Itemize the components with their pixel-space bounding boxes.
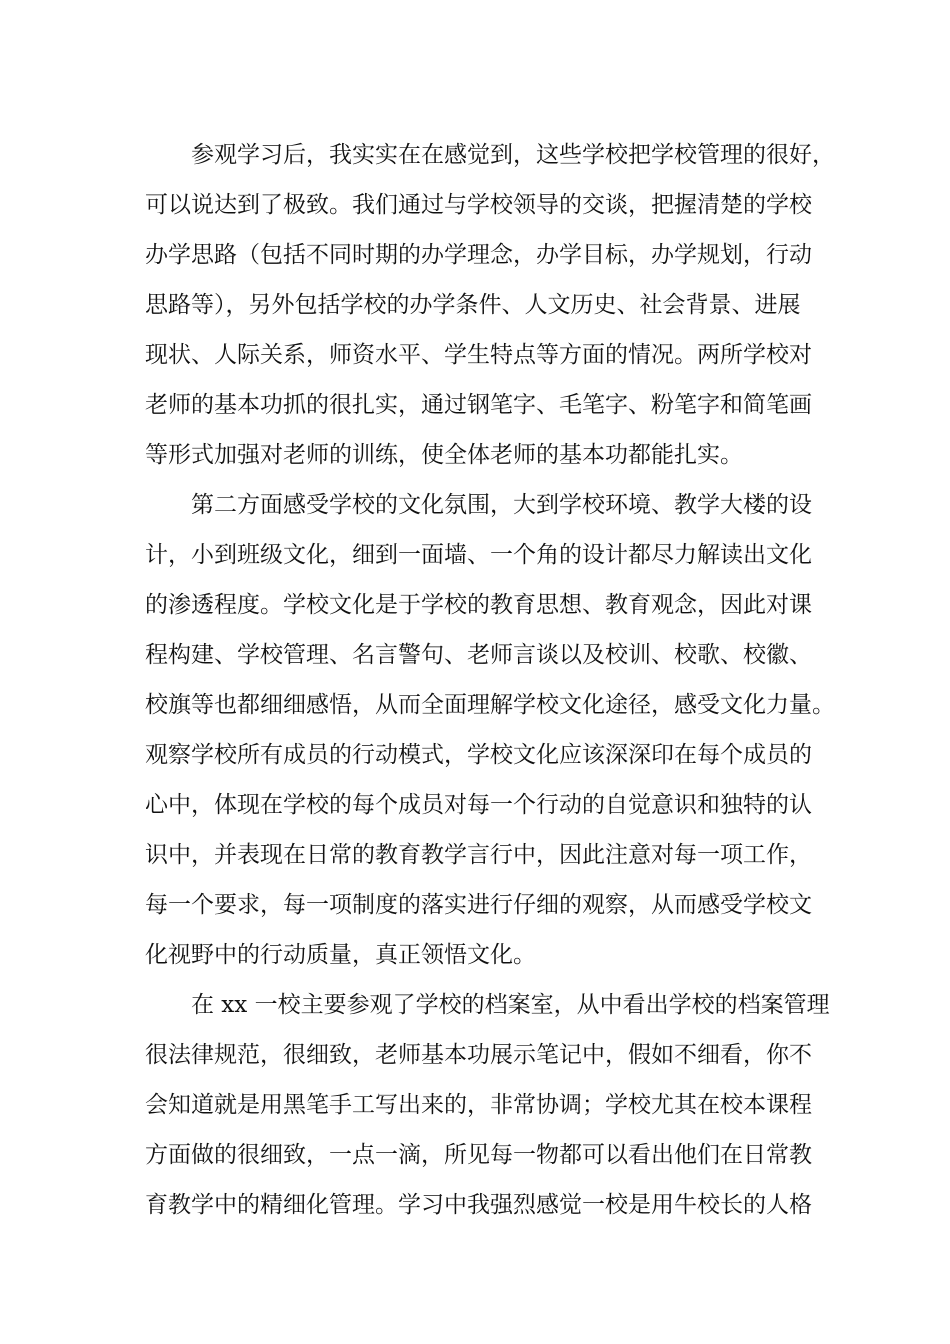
paragraph-3 xyxy=(145,980,830,1230)
paragraph-1 xyxy=(145,130,835,480)
text-line: 每一个要求，每一项制度的落实进行仔细的观察，从而感受学校文 xyxy=(145,892,812,918)
text-line: 在 xx 一校主要参观了学校的档案室，从中看出学校的档案管理 xyxy=(191,992,830,1018)
document-body xyxy=(145,130,835,1230)
text-line: 很法律规范，很细致，老师基本功展示笔记中，假如不细看，你不 xyxy=(145,1042,812,1068)
text-line: 育教学中的精细化管理。学习中我强烈感觉一校是用牛校长的人格 xyxy=(145,1192,812,1218)
text-line: 思路等），另外包括学校的办学条件、人文历史、社会背景、进展 xyxy=(145,292,801,318)
paragraph-2 xyxy=(145,480,835,980)
text-line: 化视野中的行动质量，真正领悟文化。 xyxy=(145,942,536,968)
text-line: 识中，并表现在日常的教育教学言行中，因此注意对每一项工作， xyxy=(145,842,812,868)
text-line: 会知道就是用黑笔手工写出来的，非常协调；学校尤其在校本课程 xyxy=(145,1092,812,1118)
text-line: 计，小到班级文化，细到一面墙、一个角的设计都尽力解读出文化 xyxy=(145,542,812,568)
text-line: 心中，体现在学校的每个成员对每一个行动的自觉意识和独特的认 xyxy=(145,792,812,818)
text-line: 参观学习后，我实实在在感觉到，这些学校把学校管理的很好， xyxy=(191,142,835,168)
text-line: 校旗等也都细细感悟，从而全面理解学校文化途径，感受文化力量。 xyxy=(145,692,835,718)
text-line: 观察学校所有成员的行动模式，学校文化应该深深印在每个成员的 xyxy=(145,742,812,768)
text-line: 的渗透程度。学校文化是于学校的教育思想、教育观念，因此对课 xyxy=(145,592,812,618)
text-line: 现状、人际关系，师资水平、学生特点等方面的情况。两所学校对 xyxy=(145,342,812,368)
text-line: 等形式加强对老师的训练，使全体老师的基本功都能扎实。 xyxy=(145,442,743,468)
text-line: 办学思路（包括不同时期的办学理念，办学目标，办学规划，行动 xyxy=(145,242,812,268)
text-line: 老师的基本功抓的很扎实，通过钢笔字、毛笔字、粉笔字和简笔画 xyxy=(145,392,812,418)
text-line: 可以说达到了极致。我们通过与学校领导的交谈，把握清楚的学校 xyxy=(145,192,812,218)
text-line: 第二方面感受学校的文化氛围，大到学校环境、教学大楼的设 xyxy=(191,492,812,518)
text-line: 方面做的很细致，一点一滴，所见每一物都可以看出他们在日常教 xyxy=(145,1142,812,1168)
text-line: 程构建、学校管理、名言警句、老师言谈以及校训、校歌、校徽、 xyxy=(145,642,812,668)
